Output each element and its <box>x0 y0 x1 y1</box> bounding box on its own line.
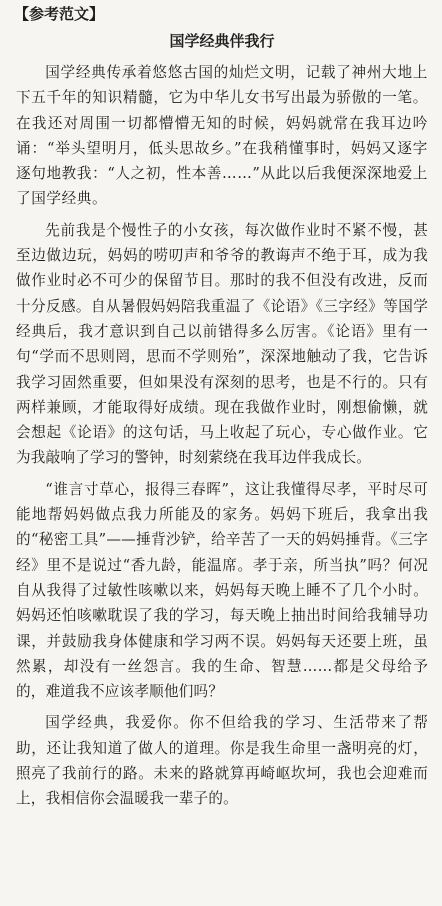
section-heading: 【参考范文】 <box>14 5 105 23</box>
essay-title: 国学经典伴我行 <box>169 32 275 50</box>
paragraph-2: 先前我是个慢性子的小女孩，每次做作业时不紧不慢，甚至边做边玩，妈妈的唠叨声和爷爷的教诲声不绝于耳，成为我做作业时必不可少的保留节目。那时的我不但没有改进，反而十分反感。自从暑假妈妈陪我重温了《论语》《三字经》等国学经典后，我才意识到自己以前错得多么厉害。《论语》里有一句“学而不思则罔，思而不学则殆”，深深地触动了我，它告诉我学习固然重要，但如果没有深刻的思考，也是不行的。只有两样兼顾，才能取得好成绩。现在我做作业时，刚想偷懒，就会想起《论语》的这句话，马上收起了玩心，专心做作业。它为我敲响了学习的警钟，时刻萦绕在我耳边伴我成长。 <box>16 221 428 467</box>
paragraph-1: 国学经典传承着悠悠古国的灿烂文明，记载了神州大地上下五千年的知识精髓，它为中华儿女书写出最为骄傲的一笔。在我还对周围一切都懵懵无知的时候，妈妈就常在我耳边吟诵：“举头望明月，低头思故乡。”在我稍懂事时，妈妈又逐字逐句地教我：“人之初，性本善……”从此以后我便深深地爱上了国学经典。 <box>16 64 428 208</box>
paragraph-4: 国学经典，我爱你。你不但给我的学习、生活带来了帮助，还让我知道了做人的道理。你是我生命里一盏明亮的灯，照亮了我前行的路。未来的路就算再崎岖坎坷，我也会迎难而上，我相信你会温暖我一辈子的。 <box>16 714 428 808</box>
paragraph-3: “谁言寸草心，报得三春晖”，这让我懂得尽孝，平时尽可能地帮妈妈做点我力所能及的家务。妈妈下班后，我拿出我的“秘密工具”——捶背沙铲，给辛苦了一天的妈妈捶背。《三字经》里不是说过“香九龄，能温席。孝于亲，所当执”吗？何况自从我得了过敏性咳嗽以来，妈妈每天晚上睡不了几个小时。妈妈还怕咳嗽耽误了我的学习，每天晚上抽出时间给我辅导功课，并鼓励我身体健康和学习两不误。妈妈每天还要上班，虽然累，却没有一丝怨言。我的生命、智慧……都是父母给予的，难道我不应该孝顺他们吗？ <box>16 480 428 701</box>
